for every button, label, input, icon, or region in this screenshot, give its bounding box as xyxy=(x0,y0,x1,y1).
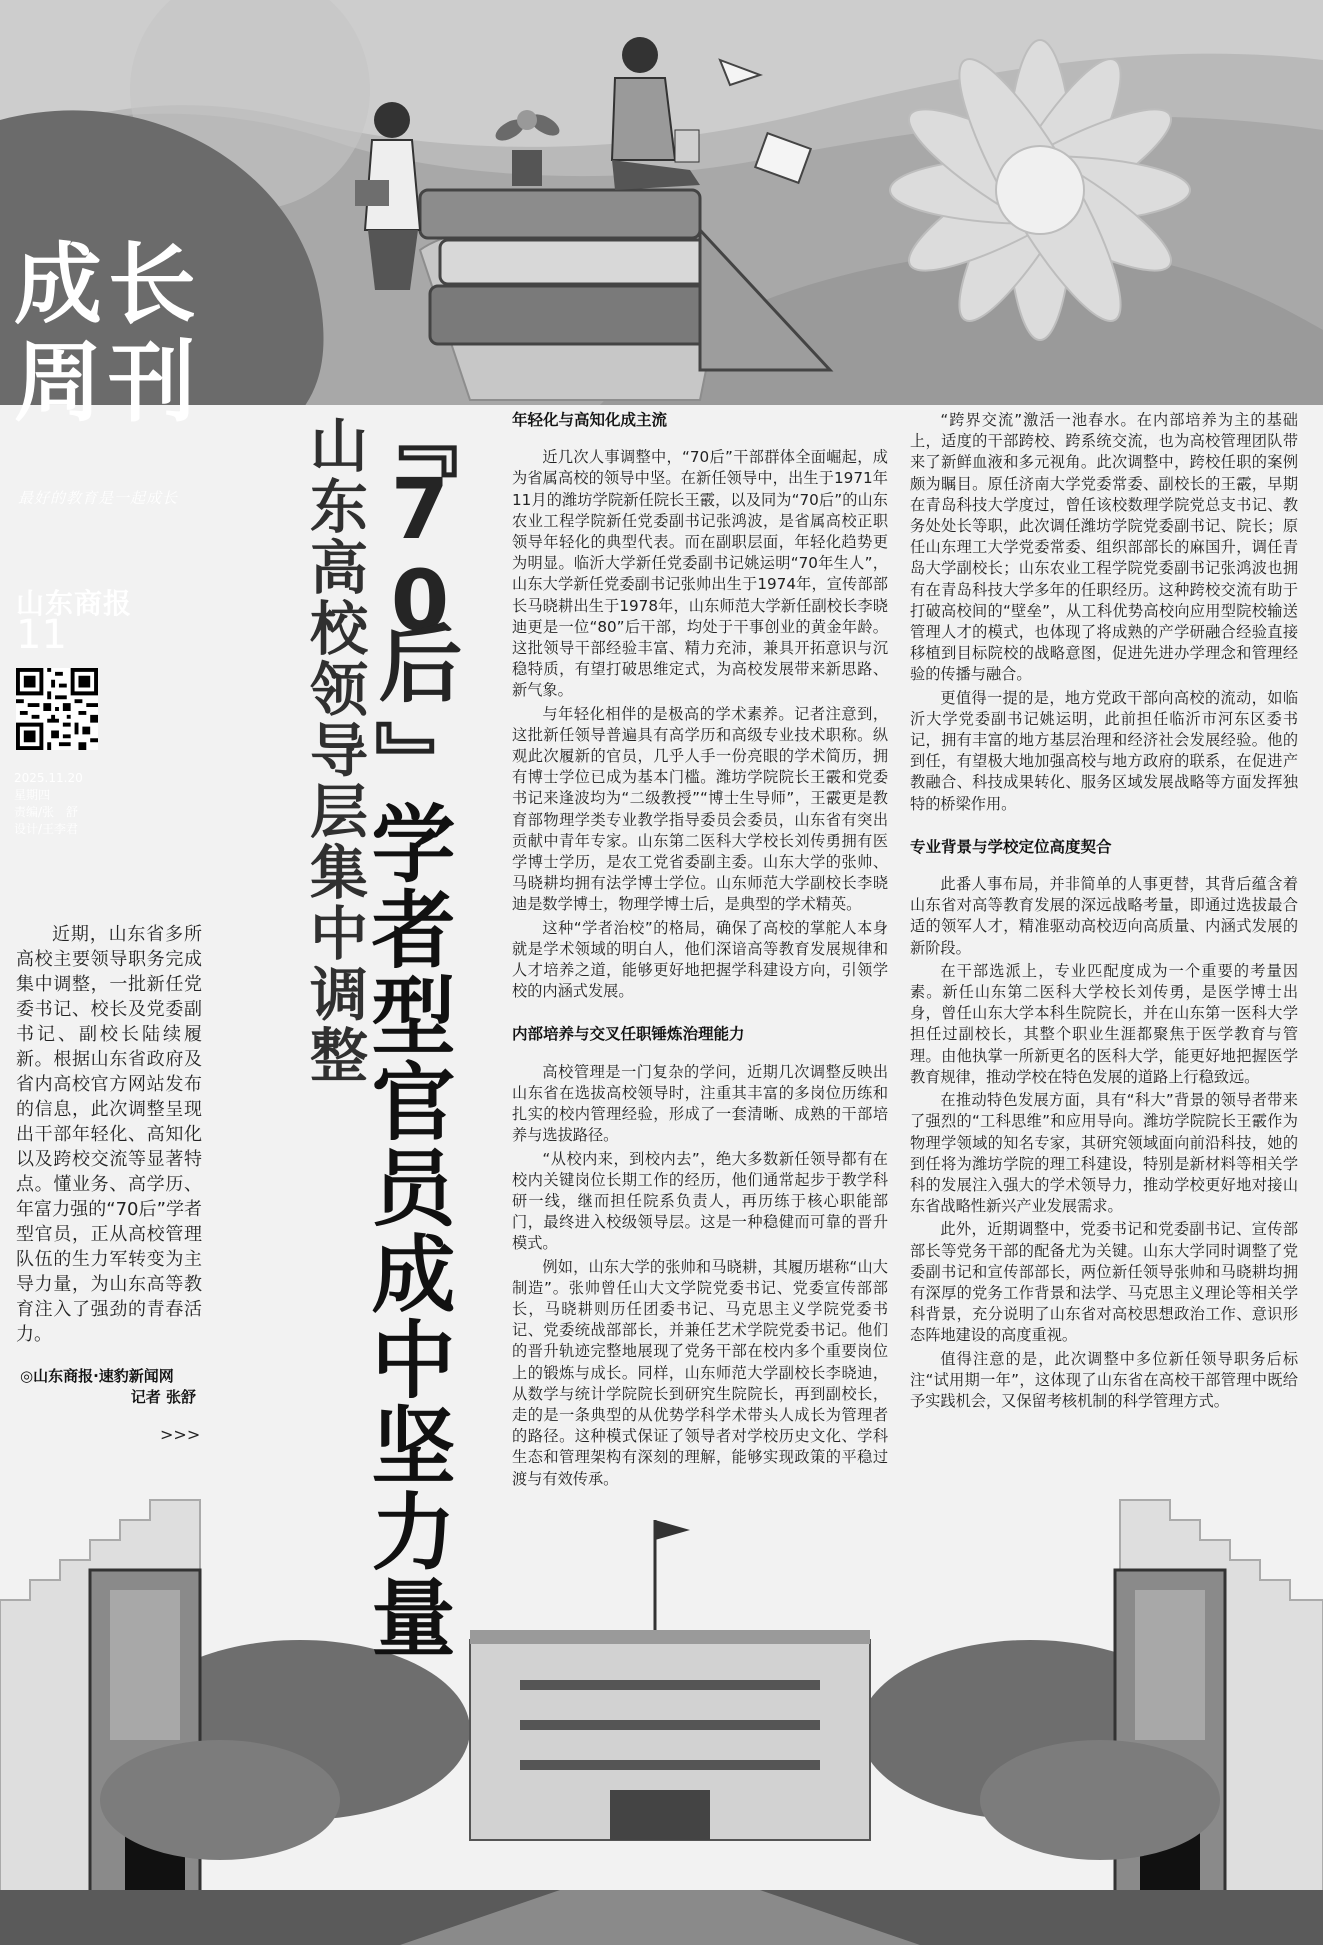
qr-code-icon[interactable] xyxy=(16,668,98,750)
campus-illustration xyxy=(0,1450,1323,1945)
headline-bracket-open: 『 xyxy=(361,395,459,479)
main-headline: 学者型官员成中坚力量 xyxy=(358,800,456,1660)
section-slogan: 最好的教育是一起成长 xyxy=(18,489,179,507)
article-column-middle xyxy=(512,410,888,1492)
section-title: 成长周刊 xyxy=(14,233,203,434)
paragraph: 在干部选派上，专业匹配度成为一个重要的考量因素。新任山东第二医科大学校长刘传勇，是医学博士出身，曾任山东大学本科生院院长，并在山东第一医科大学担任过副校长，其整个职业生涯都聚焦于医学教育与管理。由他执掌一所新更名的医科大学，能更好地把握医学教育规律，推动学校在特色发展的道路上行稳致远。 xyxy=(910,961,1298,1086)
books-icon xyxy=(420,190,710,344)
continue-arrow: >>> xyxy=(160,1425,201,1444)
newspaper-name: 山东商报 xyxy=(16,587,133,620)
lead-paragraph: 近期，山东省多所高校主要领导职务完成集中调整，一批新任党委书记、校长及党委副书记、副校长陆续履新。根据山东省政府及省内高校官方网站发布的信息，此次调整呈现出干部年轻化、高知化以及跨校交流等显著特点。懂业务、高学历、年富力强的“70后”学者型官员，正从高校管理队伍的生力军转变为主导力量，为山东高等教育注入了强劲的青春活力。 xyxy=(16,924,202,1345)
byline-reporter: 记者 张舒 xyxy=(130,1388,196,1406)
paragraph: 更值得一提的是，地方党政干部向高校的流动，如临沂大学党委副书记姚运明，此前担任临沂市河东区委书记，拥有丰富的地方基层治理和经济社会发展经验。他的到任，有望极大地加强高校与地方政府的联系，在促进产教融合、科技成果转化、服务区域发展战略等方面发挥独特的桥梁作用。 xyxy=(910,688,1298,813)
paragraph: 在推动特色发展方面，具有“科大”背景的领导者带来了强烈的“工科思维”和应用导向。潍坊学院院长王霰作为物理学领域的知名专家，其研究领域面向前沿科技，她的到任将为潍坊学院的理工科建设，特别是新材料等相关学科的发展注入强大的学术领导力，推动学校更好地对接山东省战略性新兴产业发展需求。 xyxy=(910,1091,1298,1216)
sub-headline: 山东高校领导层集中调整 xyxy=(300,415,368,1086)
headline-number: 70 xyxy=(371,460,469,644)
byline-source: ◎山东商报·速豹新闻网 xyxy=(20,1367,174,1385)
headline-bracket-close: 』 xyxy=(361,720,459,804)
paragraph: 这种“学者治校”的格局，确保了高校的掌舵人本身就是学术领域的明白人，他们深谙高等教育发展规律和人才培养之道，能够更好地把握学科建设方向，引领学校的内涵式发展。 xyxy=(512,918,888,1001)
paragraph: 近几次人事调整中，“70后”干部群体全面崛起，成为省属高校的领导中坚。在新任领导中，出生于1971年11月的潍坊学院新任院长王霰，以及同为“70后”的山东农业工程学院新任党委副书记张鸿波，是省属高校正职领导年轻化的典型代表。而在副职层面，年轻化趋势更为明显。临沂大学新任党委副书记姚运明“70年生人”，山东大学新任党委副书记张帅出生于1974年，宣传部部长马晓耕出生于1978年，山东师范大学新任副校长李晓迪更是一位“80”后干部，均处于干事创业的黄金年龄。这批领导干部经验丰富、精力充沛，兼具开拓意识与沉稳特质，有望打破思维定式，为高校发展带来新思路、新气象。 xyxy=(512,448,888,700)
section-heading: 年轻化与高知化成主流 xyxy=(512,411,668,429)
issue-weekday: 星期四 xyxy=(14,788,51,802)
paragraph: 值得注意的是，此次调整中多位新任领导职务后标注“试用期一年”，这体现了山东省在高校干部管理中既给予实践机会，又保留考核机制的科学管理方式。 xyxy=(910,1349,1298,1410)
page-number: 11 xyxy=(16,612,67,658)
issue-date: 2025.11.20 xyxy=(14,771,83,785)
paragraph: 例如，山东大学的张帅和马晓耕，其履历堪称“山大制造”。张帅曾任山大文学院党委书记、党委宣传部部长，马晓耕则历任团委书记、马克思主义学院党委书记、党委统战部部长，并兼任艺术学院党委书记。他们的晋升轨迹完整地展现了党务干部在校内多个重要岗位上的锻炼与成长。同样，山东师范大学副校长李晓迪，从数学与统计学院院长到研究生院院长，再到副校长，走的是一条典型的从优势学科学术带头人成长为管理者的路径。这种模式保证了领导者对学校历史文化、学科生态和管理架构有深刻的理解，能够实现政策的平稳过渡与有效传承。 xyxy=(512,1257,888,1488)
headline-hou: 后 xyxy=(365,620,463,704)
paragraph: “从校内来，到校内去”，绝大多数新任领导都有在校内关键岗位长期工作的经历，他们通常起步于教学科研一线，继而担任院系负责人，再历练于核心职能部门，最终进入校级领导层。这是一种稳健而可靠的晋升模式。 xyxy=(512,1149,888,1253)
main-building xyxy=(470,1520,870,1840)
editor-credit: 责编/张 舒 xyxy=(14,805,79,819)
byline xyxy=(20,1366,220,1408)
paragraph: “跨界交流”激活一池春水。在内部培养为主的基础上，适度的干部跨校、跨系统交流，也为高校管理团队带来了新鲜血液和多元视角。此次调整中，跨校任职的案例颇为瞩目。原任济南大学党委常委、副校长的王霰，早期在青岛科技大学度过，曾任该校数理学院党总支书记、教务处处长等职，此次调任潍坊学院党委副书记、院长；原任山东理工大学党委常委、组织部部长的麻国升，调任青岛大学副校长；山东农业工程学院党委副书记张鸿波也拥有在青岛科技大学多年的任职经历。这种跨校交流有助于打破高校间的“壁垒”，从工科优势高校向应用型院校输送管理人才的模式，也体现了将成熟的产学研融合经验直接移植到目标院校的战略意图，促进先进办学理念和管理经验的传播与融合。 xyxy=(910,411,1298,684)
paragraph: 高校管理是一门复杂的学问，近期几次调整反映出山东省在选拔高校领导时，注重其丰富的多岗位历练和扎实的校内管理经验，形成了一套清晰、成熟的干部培养与选拔路径。 xyxy=(512,1062,888,1145)
designer-credit: 设计/王李君 xyxy=(14,822,79,836)
paragraph: 与年轻化相伴的是极高的学术素养。记者注意到，这批新任领导普遍具有高学历和高级专业技术职称。纵观此次履新的官员，几乎人手一份亮眼的学术简历，拥有博士学位已成为基本门槛。潍坊学院院长王霰和党委书记来逢波均为“二级教授”“博士生导师”，王霰更是教育部物理学类专业教学指导委员会委员，山东省有突出贡献中青年专家。山东第二医科大学校长刘传勇拥有医学博士学历，是农工党省委副主委。山东大学的张帅、马晓耕均拥有法学博士学位。山东师范大学副校长李晓迪是数学博士，物理学博士后，是典型的学术精英。 xyxy=(512,704,888,914)
paragraph: 此番人事布局，并非简单的人事更替，其背后蕴含着山东省对高等教育发展的深远战略考量，即通过选拔最合适的领军人才，精准驱动高校迈向高质量、内涵式发展的新阶段。 xyxy=(910,875,1298,957)
paragraph: 此外，近期调整中，党委书记和党委副书记、宣传部部长等党务干部的配备尤为关键。山东大学同时调整了党委副书记和宣传部部长，两位新任领导张帅和马晓耕均拥有深厚的党务工作背景和法学、马克思主义理论等相关学科背景，充分说明了山东省对高校思想政治工作、意识形态阵地建设的高度重视。 xyxy=(910,1220,1298,1345)
section-heading: 内部培养与交叉任职锤炼治理能力 xyxy=(512,1025,745,1044)
article-column-right xyxy=(910,410,1298,1414)
section-heading: 专业背景与学校定位高度契合 xyxy=(910,837,1112,856)
